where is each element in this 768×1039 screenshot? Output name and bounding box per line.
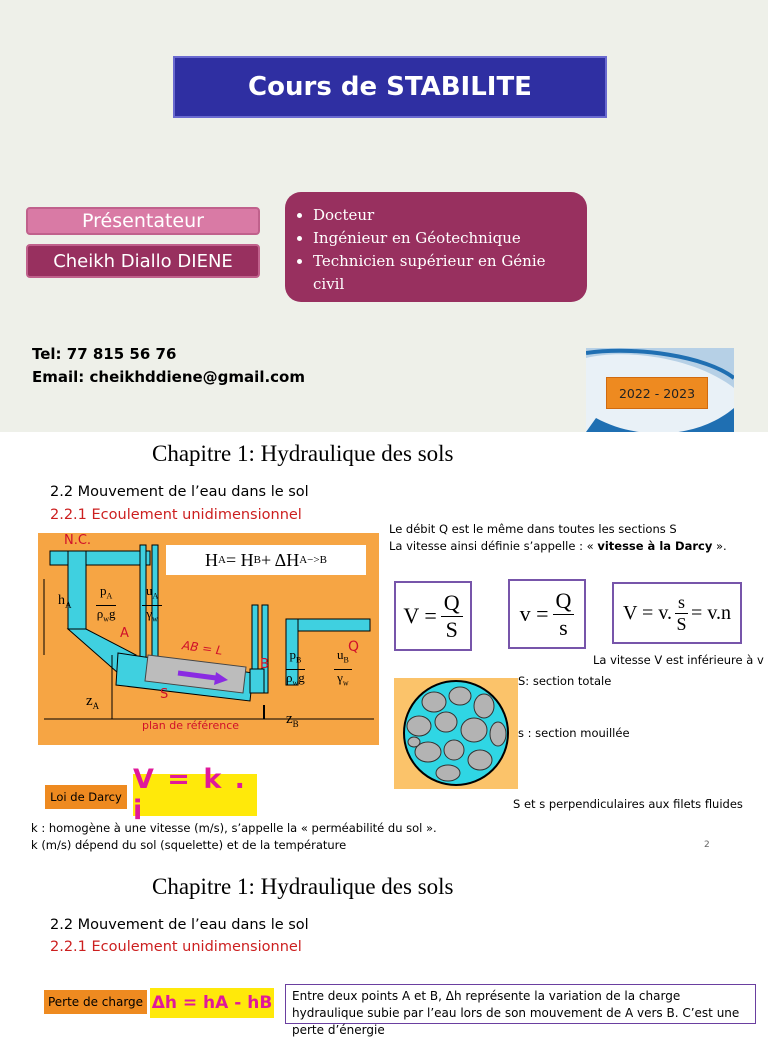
section-s-label: S xyxy=(160,687,169,702)
nc-label: N.C. xyxy=(64,533,92,548)
reference-plane-label: plan de référence xyxy=(142,719,240,732)
section-title: 2.2 Mouvement de l’eau dans le sol xyxy=(50,484,309,500)
darcy-law-label: Loi de Darcy xyxy=(45,785,127,809)
section-title-2: 2.2 Mouvement de l’eau dans le sol xyxy=(50,917,309,933)
email-address: Email: cheikhddiene@gmail.com xyxy=(32,368,305,386)
head-equation: H A = H B + ΔH A−>B xyxy=(166,545,366,575)
wet-section-label: s : section mouillée xyxy=(518,726,630,740)
pore-term-a: $u_A$ $\gamma_w$ xyxy=(142,583,162,627)
head-loss-label: Perte de charge xyxy=(44,990,147,1014)
formula-v-relation: V = v. $\frac{s}{S}$ = v.n xyxy=(612,582,742,644)
vitesse-darcy-text: La vitesse ainsi définie s’appelle : « vitesse à la Darcy ». xyxy=(389,539,727,553)
ab-length-label: AB = L xyxy=(181,638,224,658)
chapter-title-2: Chapitre 1: Hydraulique des sols xyxy=(152,874,454,899)
point-b-label: B xyxy=(260,657,269,672)
permeability-dependence: k (m/s) dépend du sol (squelette) et de la température xyxy=(31,838,347,852)
ha-label: $h_A$ xyxy=(58,593,72,610)
flow-q-label: Q xyxy=(348,639,360,655)
pore-term-b: $u_B$ $\gamma_w$ xyxy=(334,647,352,691)
contact-info xyxy=(32,343,305,389)
page-number: 2 xyxy=(704,840,710,850)
soil-section-figure xyxy=(394,678,518,789)
hydraulic-diagram xyxy=(38,533,379,745)
formula-v-small: v = $\frac{Q}{s}$ xyxy=(508,579,586,649)
head-loss-description: Entre deux points A et B, Δh représente la variation de la charge hydraulique subie par l’eau lors de son mouvement de A vers B. C’est une perte d’énergie xyxy=(285,984,756,1024)
total-section-label: S: section totale xyxy=(518,674,612,688)
darcy-law-formula: V = k . i xyxy=(133,774,257,816)
pressure-term-a: $p_A$ $\rho_wg$ xyxy=(96,583,116,624)
academic-year-badge: 2022 - 2023 xyxy=(606,377,708,409)
presenter-roles xyxy=(285,192,587,302)
debit-text: Le débit Q est le même dans toutes les sections S xyxy=(389,522,677,536)
phone-number: Tel: 77 815 56 76 xyxy=(32,345,177,363)
permeability-def: k : homogène à une vitesse (m/s), s’appelle la « perméabilité du sol ». xyxy=(31,821,437,835)
velocity-comparison: La vitesse V est inférieure à v xyxy=(593,653,764,667)
role-item: • Technicien supérieur en Génie civil xyxy=(313,250,573,296)
presenter-name: Cheikh Diallo DIENE xyxy=(26,244,260,278)
chapter-title: Chapitre 1: Hydraulique des sols xyxy=(152,441,454,466)
subsection-title: 2.2.1 Ecoulement unidimensionnel xyxy=(50,507,302,523)
perpendicular-note: S et s perpendiculaires aux filets fluides xyxy=(513,797,743,811)
formula-v-capital: V = $\frac{Q}{S}$ xyxy=(394,581,472,651)
subsection-title-2: 2.2.1 Ecoulement unidimensionnel xyxy=(50,939,302,955)
presenter-label: Présentateur xyxy=(26,207,260,235)
role-item: • Ingénieur en Géotechnique xyxy=(313,227,573,250)
pressure-term-b: $p_B$ $\rho_wg$ xyxy=(286,647,305,688)
role-item: • Docteur xyxy=(313,204,573,227)
course-title: Cours de STABILITE xyxy=(173,56,607,118)
zb-label: $z_B$ xyxy=(286,711,299,729)
soil-particles-drawing xyxy=(394,678,518,789)
head-loss-formula: Δh = hA - hB xyxy=(150,988,274,1018)
point-a-label: A xyxy=(120,626,129,641)
za-label: $z_A$ xyxy=(86,693,100,711)
